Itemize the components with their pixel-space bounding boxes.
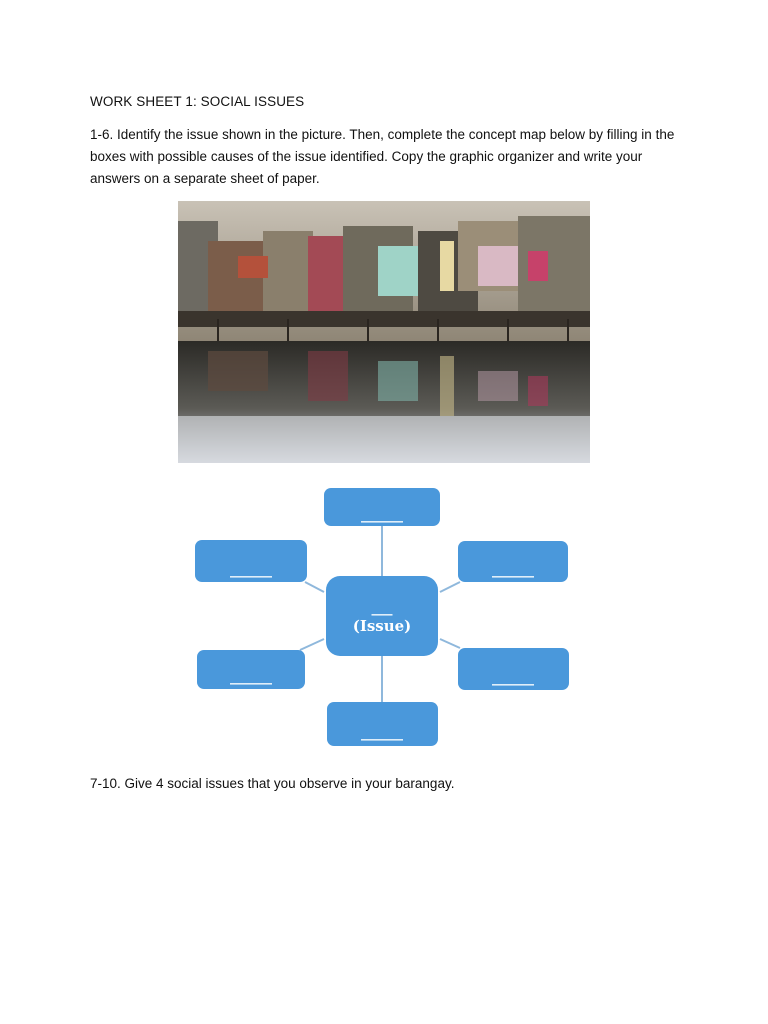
cause-box-lower-right[interactable] <box>458 648 569 690</box>
instruction-1-6: 1-6. Identify the issue shown in the picture. Then, complete the concept map below by filling in the boxes with possible causes of the issue identified. Copy the graphic organizer and write your answers on a separate sheet of paper. <box>90 127 675 186</box>
issue-label: (Issue) <box>352 617 412 635</box>
issue-blank: ___ <box>371 600 393 616</box>
cause-box-top[interactable] <box>324 488 440 526</box>
connector-upper-left <box>305 582 324 592</box>
cause-blank: ______ <box>230 669 272 685</box>
cause-box-bottom[interactable] <box>327 702 438 746</box>
connector-upper-right <box>440 582 460 592</box>
worksheet-title: WORK SHEET 1: SOCIAL ISSUES <box>90 94 305 109</box>
connector-lower-right <box>440 639 460 648</box>
cause-box-upper-left[interactable] <box>195 540 307 582</box>
connector-lower-left <box>300 639 324 650</box>
cause-blank: ______ <box>361 725 403 741</box>
instruction-7-10: 7-10. Give 4 social issues that you observe in your barangay. <box>90 776 455 791</box>
cause-box-upper-right[interactable] <box>458 541 568 582</box>
cause-blank: ______ <box>230 562 272 578</box>
cause-blank: ______ <box>492 670 534 686</box>
cause-blank: ______ <box>492 562 534 578</box>
issue-box[interactable] <box>326 576 438 656</box>
cause-blank: ______ <box>361 507 403 523</box>
slum-waterfront-photo <box>178 201 590 463</box>
cause-box-lower-left[interactable] <box>197 650 305 689</box>
